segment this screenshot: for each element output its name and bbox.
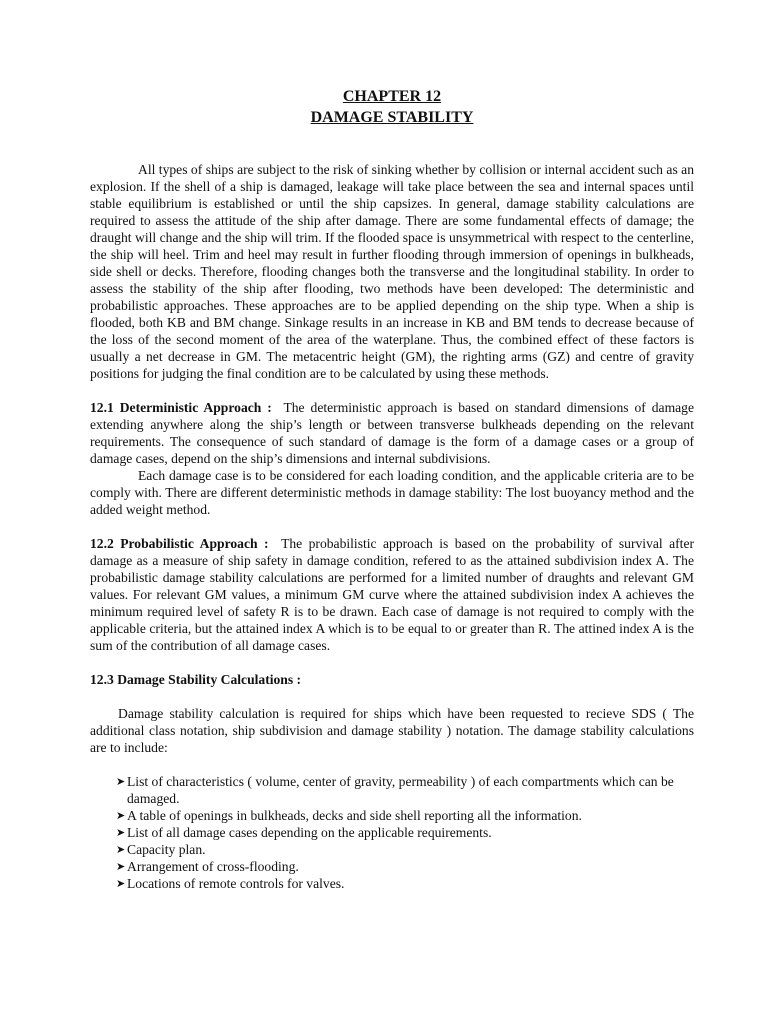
section-12-2-text: The probabilistic approach is based on the probability of survival after damage as a measure of ship safety in damage condition, refered to as the attained subdivision index A. The probabilistic damage stability calculations are performed for a limited number of draughts and relevant GM values. For relevant GM values, a minimum GM curve where the attained subdivision index A achieves the minimum required level of safety R is to be drawn. Each case of damage is not required to comply with the applicable criteria, but the attained index A which is to be equal to or greater than R. The attined index A is the sum of the contribution of all damage cases. (90, 536, 694, 653)
list-item: ➤ Locations of remote controls for valves. (116, 876, 345, 891)
section-12-3-paragraph: Damage stability calculation is required for ships which have been requested to recieve SDS ( The additional class notation, ship subdivision and damage stability ) notation. The damage stability calculations are to include: (90, 706, 694, 755)
chapter-number: CHAPTER 12 (342, 88, 442, 105)
list-item: ➤ Capacity plan. (116, 842, 206, 857)
list-item: ➤ List of characteristics ( volume, center of gravity, permeability ) of each compartments which can be damaged. (116, 774, 674, 806)
arrow-bullet-icon: ➤ (116, 843, 126, 856)
chapter-title-block (90, 86, 694, 128)
intro-paragraph: All types of ships are subject to the risk of sinking whether by collision or internal accident such as an explosion. If the shell of a ship is damaged, leakage will take place between the sea and internal spaces until stable equilibrium is established or until the ship capsizes. In general, damage stability calculations are required to assess the attitude of the ship after damage. There are some fundamental effects of damage; the draught will change and the ship will trim. If the flooded space is unsymmetrical with respect to the centerline, the ship will heel. Trim and heel may result in further flooding through immersion of openings in bulkheads, side shell or decks. Therefore, flooding changes both the transverse and the longitudinal stability. In order to assess the stability of the ship after flooding, two methods have been developed: The deterministic and probabilistic approaches. These approaches are to be applied depending on the ship type. When a ship is flooded, both KB and BM change. Sinkage results in an increase in KB and BM tends to decrease because of the loss of the second moment of the area of the waterplane. Thus, the combined effect of these factors is usually a net decrease in GM. The metacentric height (GM), the righting arms (GZ) and centre of gravity positions for judging the final condition are to be calculated by using these methods. (90, 162, 694, 381)
arrow-bullet-icon: ➤ (116, 775, 126, 788)
section-12-1-paragraph (90, 399, 694, 467)
arrow-bullet-icon: ➤ (116, 860, 126, 873)
arrow-bullet-icon: ➤ (116, 826, 126, 839)
requirements-list (90, 773, 694, 892)
arrow-bullet-icon: ➤ (116, 809, 126, 822)
section-12-1-heading: 12.1 Deterministic Approach : (90, 400, 272, 415)
list-item: ➤ A table of openings in bulkheads, decks and side shell reporting all the information. (116, 808, 582, 823)
list-item: ➤ Arrangement of cross-flooding. (116, 859, 299, 874)
section-12-1-paragraph-2: Each damage case is to be considered for each loading condition, and the applicable criteria are to be comply with. There are different deterministic methods in damage stability: The lost buoyancy method and the added weight method. (90, 468, 694, 517)
arrow-bullet-icon: ➤ (116, 877, 126, 890)
document-page (90, 86, 694, 892)
section-12-2-paragraph (90, 535, 694, 654)
section-12-3-heading: 12.3 Damage Stability Calculations : (90, 672, 302, 687)
list-item: ➤ List of all damage cases depending on the applicable requirements. (116, 825, 492, 840)
section-12-2-heading: 12.2 Probabilistic Approach : (90, 536, 269, 551)
chapter-title: DAMAGE STABILITY (310, 109, 474, 126)
section-12-1-text: The deterministic approach is based on standard dimensions of damage extending anywhere along the ship’s length or between transverse bulkheads depending on the relevant requirements. The consequence of such standard of damage is the form of a damage cases or a group of damage cases, depend on the ship’s dimensions and internal subdivisions. (90, 400, 695, 466)
